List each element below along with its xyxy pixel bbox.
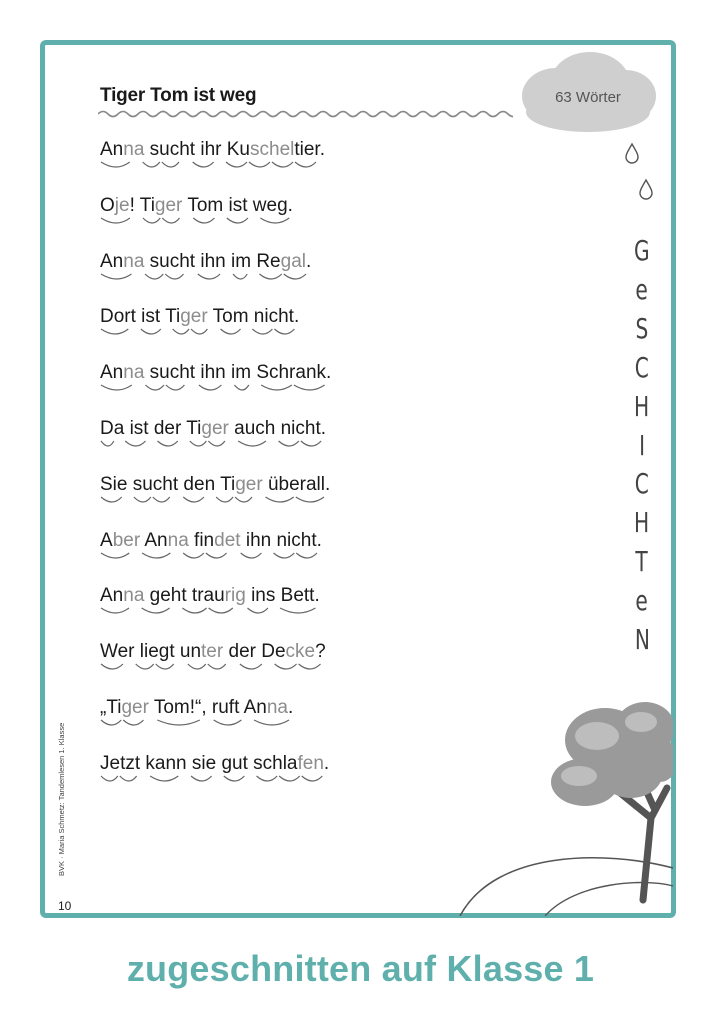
syllable-arc	[280, 608, 315, 613]
syllable-grey: rig	[224, 585, 246, 607]
syllable-grey: je	[114, 194, 130, 216]
syllable-arc	[143, 218, 160, 223]
syllable-arc	[153, 497, 170, 502]
syllable-arc	[216, 497, 233, 502]
vertical-letter: e	[635, 584, 649, 618]
syllable-arc	[123, 720, 143, 725]
syllable-arc	[241, 553, 262, 558]
syllable-arcs	[100, 775, 334, 785]
syllable-arc	[235, 497, 252, 502]
syllable-arc	[275, 664, 297, 669]
syllable-arc	[279, 776, 300, 781]
syllable-arc	[198, 274, 220, 279]
vertical-letter: C	[634, 350, 650, 384]
vertical-letter: I	[639, 428, 645, 462]
syllable-black: sucht ihn im Re	[144, 250, 281, 272]
vertical-letter: H	[634, 506, 650, 540]
syllable-arc	[247, 608, 267, 613]
syllable-arc	[101, 497, 122, 502]
drop-icon	[624, 142, 640, 164]
syllable-arc	[142, 553, 170, 558]
syllable-arc	[101, 664, 123, 669]
syllable-grey: ger	[201, 418, 229, 439]
vertical-letter: N	[634, 623, 650, 657]
story-line	[100, 306, 299, 328]
story-line	[100, 474, 330, 496]
syllable-arc	[173, 329, 189, 334]
syllable-arc	[143, 162, 160, 167]
syllable-grey: schel	[250, 139, 295, 160]
story-line	[100, 362, 331, 384]
syllable-black: ins Bett.	[245, 585, 320, 607]
story-line	[100, 251, 311, 273]
syllable-arc	[101, 720, 121, 725]
syllable-arc	[260, 218, 289, 223]
syllable-arc	[101, 274, 131, 279]
syllable-arc	[193, 218, 214, 223]
syllable-arc	[193, 162, 214, 167]
syllable-arc	[166, 385, 184, 390]
syllable-black: An	[100, 362, 124, 384]
syllable-arc	[279, 441, 299, 446]
syllable-arc	[296, 497, 324, 502]
syllable-arc	[101, 162, 130, 167]
syllable-black: .	[287, 697, 294, 718]
syllable-grey: ber	[112, 529, 141, 551]
story-line	[100, 753, 329, 775]
syllable-arc	[206, 553, 227, 558]
story-line	[100, 697, 293, 719]
syllable-arc	[125, 441, 145, 446]
syllable-arc	[296, 553, 317, 558]
syllable-arc	[295, 162, 316, 167]
syllable-arc	[162, 218, 179, 223]
syllable-arc	[199, 385, 222, 390]
syllable-black: .	[305, 250, 312, 272]
story-line	[100, 139, 325, 161]
story-line	[100, 585, 320, 607]
syllable-black: all	[305, 473, 325, 495]
syllable-arc	[240, 664, 262, 669]
vertical-letter: H	[634, 389, 650, 423]
vertical-word-geschichten	[622, 232, 662, 660]
syllable-grey: ger	[235, 473, 263, 495]
syllable-arc	[101, 608, 129, 613]
syllable-arc	[101, 218, 130, 223]
syllable-arc	[158, 441, 178, 446]
syllable-arc	[145, 274, 163, 279]
syllable-arc	[209, 608, 233, 613]
syllable-arcs	[100, 217, 297, 227]
syllable-arcs	[100, 328, 304, 338]
tree-illustration	[455, 700, 673, 916]
syllable-black: Da ist der Ti	[100, 418, 202, 439]
syllable-arc	[234, 385, 248, 390]
syllable-arc	[145, 385, 163, 390]
syllable-arc	[274, 553, 295, 558]
syllable-arc	[183, 497, 204, 502]
syllable-grey: ger	[121, 697, 149, 718]
syllable-black: fin	[188, 529, 215, 551]
syllable-black: „Ti	[100, 697, 122, 718]
syllable-black: .	[323, 752, 330, 774]
word-count: 63 Wörter	[555, 89, 621, 106]
syllable-arc	[191, 329, 207, 334]
syllable-arc	[252, 329, 272, 334]
syllable-black: An	[100, 139, 124, 160]
syllable-arcs	[100, 552, 326, 562]
syllable-black: Sie sucht den Ti	[100, 473, 236, 495]
syllable-arcs	[100, 161, 329, 171]
syllable-black: der De	[223, 641, 286, 663]
vertical-letter: S	[635, 311, 649, 345]
syllable-grey: ger	[180, 306, 208, 328]
syllable-black: ihn nicht.	[240, 529, 322, 551]
syllable-arc	[165, 274, 183, 279]
syllable-grey: na	[123, 362, 145, 384]
syllable-arcs	[100, 719, 298, 729]
syllable-black: sucht ihn im Schrank.	[144, 362, 332, 384]
syllable-black: Dort ist Ti	[100, 306, 181, 328]
syllable-arc	[190, 441, 207, 446]
syllable-arcs	[100, 440, 331, 450]
syllable-arc	[272, 162, 293, 167]
syllable-arc	[261, 385, 292, 390]
page-number: 10	[58, 899, 72, 913]
syllable-arcs	[100, 273, 316, 283]
drop-icon	[638, 178, 654, 200]
side-credit: BVK · Maria Schmetz: Tandemlesen 1. Klasse	[57, 722, 66, 876]
syllable-black: Tom ist weg.	[182, 194, 293, 216]
syllable-grey: na	[123, 139, 145, 160]
syllable-grey: ger	[154, 194, 183, 216]
syllable-black: An	[140, 529, 168, 551]
syllable-arc	[274, 329, 294, 334]
syllable-arc	[101, 553, 129, 558]
vertical-letter: G	[634, 234, 650, 267]
syllable-arc	[208, 441, 225, 446]
syllable-arc	[141, 329, 161, 334]
syllable-arc	[101, 329, 128, 334]
syllable-arc	[183, 553, 204, 558]
syllable-arc	[249, 162, 270, 167]
syllable-black: An	[100, 250, 124, 272]
syllable-arc	[226, 162, 247, 167]
syllable-arc	[294, 385, 325, 390]
syllable-arc	[136, 664, 154, 669]
syllable-arc	[221, 329, 241, 334]
syllable-arc	[227, 218, 248, 223]
syllable-arc	[254, 720, 289, 725]
syllable-arc	[157, 720, 199, 725]
syllable-black: An	[100, 585, 124, 607]
vertical-letter: e	[635, 272, 649, 306]
syllable-arc	[101, 776, 118, 781]
syllable-arcs	[100, 663, 330, 673]
story-line	[100, 530, 322, 552]
story-line	[100, 641, 326, 663]
syllable-arc	[101, 441, 114, 446]
syllable-black: O	[100, 194, 115, 216]
title-wavy-underline	[98, 108, 513, 120]
syllable-grey: ter	[201, 641, 224, 663]
syllable-black: auch nicht.	[228, 418, 327, 439]
syllable-black: ! Ti	[129, 194, 155, 216]
syllable-arc	[120, 776, 137, 781]
syllable-grey: na	[123, 250, 145, 272]
syllable-arcs	[100, 496, 335, 506]
syllable-black: .	[325, 473, 331, 495]
syllable-arc	[101, 385, 132, 390]
syllable-arc	[162, 162, 179, 167]
story-line	[100, 418, 326, 440]
syllable-arc	[150, 776, 178, 781]
syllable-arc	[214, 720, 242, 725]
syllable-black: Wer liegt un	[100, 641, 202, 663]
syllable-black: über	[262, 473, 306, 495]
syllable-grey: na	[167, 529, 189, 551]
syllable-black: tier.	[294, 139, 325, 160]
syllable-arc	[156, 664, 174, 669]
syllable-arc	[238, 441, 266, 446]
syllable-arc	[299, 664, 321, 669]
syllable-arcs	[100, 384, 336, 394]
vertical-letter: C	[634, 467, 650, 501]
syllable-grey: fen	[297, 752, 324, 774]
syllable-black: Tom!“, ruft An	[148, 697, 267, 718]
syllable-arc	[265, 497, 293, 502]
syllable-arc	[302, 776, 323, 781]
syllable-black: geht trau	[144, 585, 225, 607]
syllable-black: Tom nicht.	[207, 306, 300, 328]
syllable-grey: na	[123, 585, 145, 607]
syllable-arc	[182, 608, 206, 613]
syllable-arc	[224, 776, 245, 781]
syllable-grey: gal	[280, 250, 306, 272]
story-title: Tiger Tom ist weg	[100, 85, 257, 106]
syllable-arc	[188, 664, 206, 669]
syllable-black: A	[100, 529, 113, 551]
syllable-arc	[257, 776, 278, 781]
syllable-grey: cke	[285, 641, 316, 663]
syllable-arc	[259, 274, 281, 279]
syllable-arc	[142, 608, 170, 613]
syllable-arc	[233, 274, 247, 279]
syllable-arc	[284, 274, 306, 279]
syllable-arc	[191, 776, 212, 781]
syllable-black: ?	[315, 641, 326, 663]
syllable-arc	[134, 497, 151, 502]
syllable-black: sucht ihr Ku	[144, 139, 250, 160]
story-line	[100, 195, 293, 217]
syllable-arc	[208, 664, 226, 669]
syllable-grey: det	[214, 529, 241, 551]
syllable-arcs	[100, 607, 324, 617]
footer-title: zugeschnitten auf Klasse 1	[126, 948, 595, 989]
syllable-black: Jetzt kann sie gut schla	[100, 752, 298, 774]
syllable-arc	[301, 441, 321, 446]
syllable-grey: na	[266, 697, 288, 718]
vertical-letter: T	[635, 545, 649, 579]
